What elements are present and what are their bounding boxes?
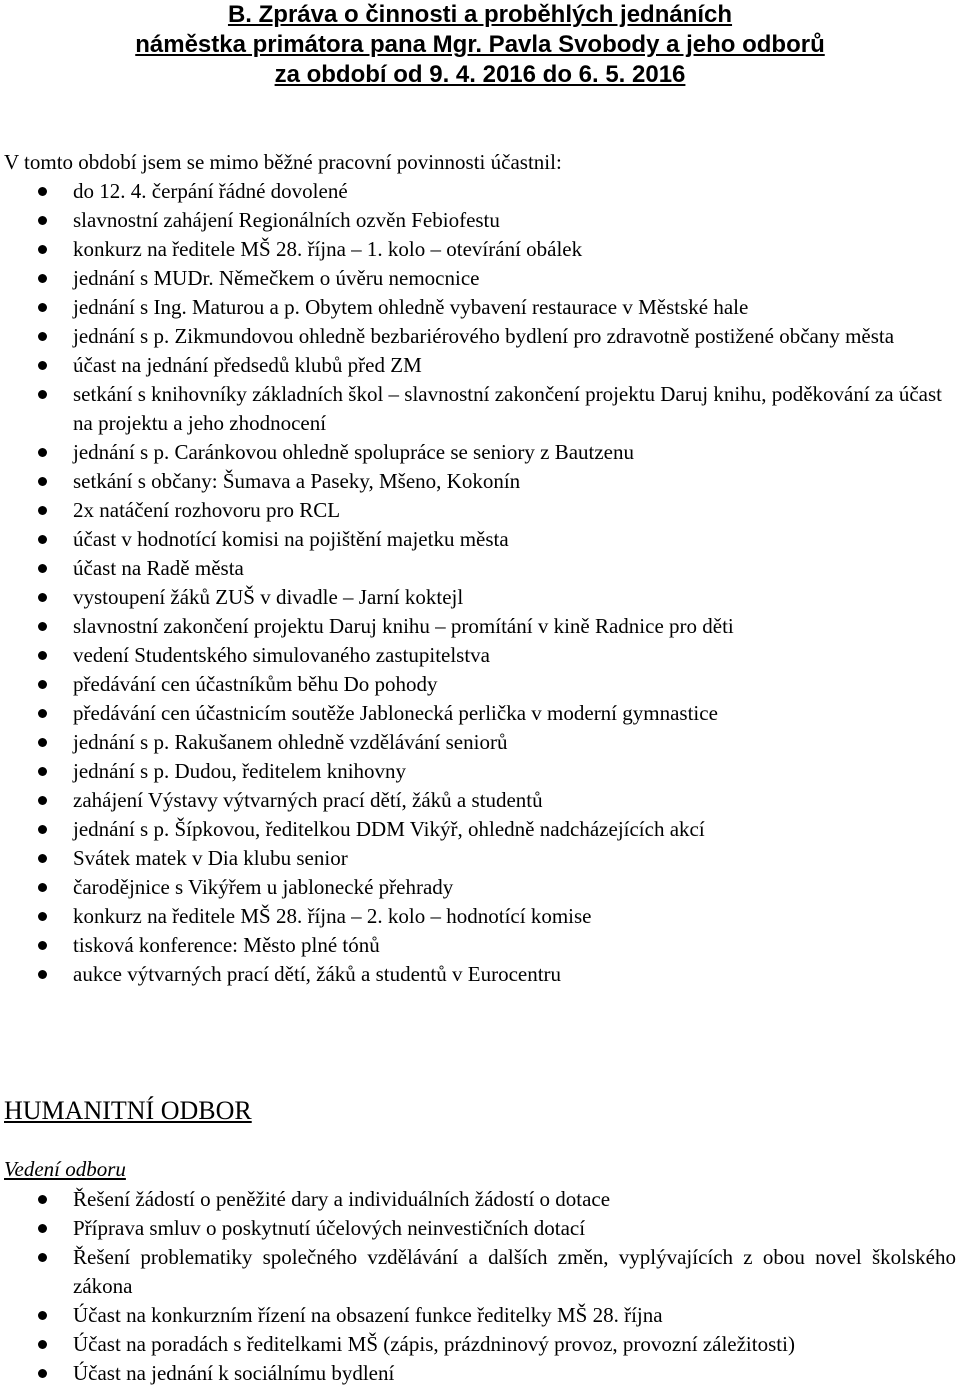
bullet-icon xyxy=(38,970,47,979)
title-line-2: náměstka primátora pana Mgr. Pavla Svobody a jeho odborů xyxy=(135,31,825,58)
list-item xyxy=(0,1330,960,1359)
bullet-icon xyxy=(38,941,47,950)
list-item-text: do 12. 4. čerpání řádné dovolené xyxy=(73,179,348,203)
list-item-text: setkání s knihovníky základních škol – slavnostní zakončení projektu Daruj knihu, poděkování za účast na projektu a jeho zhodnocení xyxy=(73,382,942,435)
list-item xyxy=(0,525,960,554)
bullet-icon xyxy=(38,593,47,602)
bullet-icon xyxy=(38,187,47,196)
section-subheading: Vedení odboru xyxy=(4,1157,126,1181)
bullet-icon xyxy=(38,216,47,225)
list-item-text: jednání s p. Rakušanem ohledně vzdělávání seniorů xyxy=(73,730,508,754)
bullet-icon xyxy=(38,1340,47,1349)
bullet-icon xyxy=(38,274,47,283)
list-item xyxy=(0,815,960,844)
list-item xyxy=(0,293,960,322)
list-item xyxy=(0,583,960,612)
bullet-icon xyxy=(38,535,47,544)
list-item-text: Řešení problematiky společného vzdělávání a dalších změn, vyplývajících z obou novel školského zákona xyxy=(73,1245,956,1298)
list-item xyxy=(0,1214,960,1243)
section-heading: HUMANITNÍ ODBOR xyxy=(4,1096,252,1125)
bullet-icon xyxy=(38,564,47,573)
list-item xyxy=(0,206,960,235)
list-item-text: slavnostní zahájení Regionálních ozvěn Febiofestu xyxy=(73,208,500,232)
list-item-text: jednání s MUDr. Němečkem o úvěru nemocnice xyxy=(73,266,480,290)
list-item-text: vedení Studentského simulovaného zastupitelstva xyxy=(73,643,491,667)
list-item xyxy=(0,641,960,670)
list-item-text: předávání cen účastnicím soutěže Jablonecká perlička v moderní gymnastice xyxy=(73,701,718,725)
list-item xyxy=(0,873,960,902)
bullet-icon xyxy=(38,1224,47,1233)
list-item xyxy=(0,351,960,380)
bullet-icon xyxy=(38,361,47,370)
list-item xyxy=(0,177,960,206)
bullet-icon xyxy=(38,825,47,834)
bullet-icon xyxy=(38,1311,47,1320)
list-item xyxy=(0,960,960,989)
bullet-icon xyxy=(38,854,47,863)
bullet-icon xyxy=(38,622,47,631)
document-title xyxy=(0,0,960,90)
list-item-text: účast na Radě města xyxy=(73,556,244,580)
list-item xyxy=(0,699,960,728)
list-item-text: konkurz na ředitele MŠ 28. října – 2. kolo – hodnotící komise xyxy=(73,904,592,928)
list-item xyxy=(0,1359,960,1388)
list-item xyxy=(0,1185,960,1214)
list-item xyxy=(0,496,960,525)
list-item xyxy=(0,554,960,583)
list-item-text: Příprava smluv o poskytnutí účelových neinvestičních dotací xyxy=(73,1216,586,1240)
list-item-text: Účast na poradách s ředitelkami MŠ (zápis, prázdninový provoz, provozní záležitosti) xyxy=(73,1332,795,1356)
list-item xyxy=(0,380,960,438)
list-item-text: Řešení žádostí o peněžité dary a individuálních žádostí o dotace xyxy=(73,1187,611,1211)
list-item xyxy=(0,322,960,351)
list-item-text: 2x natáčení rozhovoru pro RCL xyxy=(73,498,341,522)
list-item xyxy=(0,931,960,960)
intro-text: V tomto období jsem se mimo běžné pracovní povinnosti účastnil: xyxy=(4,150,562,174)
list-item xyxy=(0,757,960,786)
list-item-text: tisková konference: Město plné tónů xyxy=(73,933,380,957)
list-item xyxy=(0,1301,960,1330)
list-item xyxy=(0,264,960,293)
list-item xyxy=(0,844,960,873)
list-item xyxy=(0,902,960,931)
list-item-text: jednání s p. Zikmundovou ohledně bezbariérového bydlení pro zdravotně postižené občany města xyxy=(73,324,895,348)
bullet-icon xyxy=(38,796,47,805)
title-line-1: B. Zpráva o činnosti a proběhlých jednáních xyxy=(227,1,733,28)
list-item-text: vystoupení žáků ZUŠ v divadle – Jarní koktejl xyxy=(73,585,464,609)
bullet-icon xyxy=(38,332,47,341)
bullet-icon xyxy=(38,477,47,486)
list-item-text: účast v hodnotící komisi na pojištění majetku města xyxy=(73,527,509,551)
bullet-icon xyxy=(38,303,47,312)
list-item xyxy=(0,612,960,641)
list-item-text: Účast na konkurzním řízení na obsazení funkce ředitelky MŠ 28. října xyxy=(73,1303,663,1327)
list-item-text: setkání s občany: Šumava a Paseky, Mšeno, Kokonín xyxy=(73,469,521,493)
activities-list xyxy=(0,177,960,989)
bullet-icon xyxy=(38,709,47,718)
list-item-text: jednání s p. Dudou, ředitelem knihovny xyxy=(73,759,407,783)
bullet-icon xyxy=(38,1253,47,1262)
list-item xyxy=(0,438,960,467)
bullet-icon xyxy=(38,245,47,254)
bullet-icon xyxy=(38,912,47,921)
list-item xyxy=(0,728,960,757)
list-item-text: účast na jednání předsedů klubů před ZM xyxy=(73,353,422,377)
list-item xyxy=(0,467,960,496)
list-item-text: slavnostní zakončení projektu Daruj knihu – promítání v kině Radnice pro děti xyxy=(73,614,734,638)
title-line-3: za období od 9. 4. 2016 do 6. 5. 2016 xyxy=(274,61,686,88)
list-item-text: Svátek matek v Dia klubu senior xyxy=(73,846,348,870)
bullet-icon xyxy=(38,767,47,776)
list-item-text: Účast na jednání k sociálnímu bydlení xyxy=(73,1361,395,1385)
list-item xyxy=(0,670,960,699)
bullet-icon xyxy=(38,1195,47,1204)
bullet-icon xyxy=(38,1369,47,1378)
list-item xyxy=(0,786,960,815)
bullet-icon xyxy=(38,738,47,747)
bullet-icon xyxy=(38,680,47,689)
section-items-list xyxy=(0,1185,960,1388)
bullet-icon xyxy=(38,506,47,515)
list-item xyxy=(0,235,960,264)
list-item-text: zahájení Výstavy výtvarných prací dětí, žáků a studentů xyxy=(73,788,543,812)
bullet-icon xyxy=(38,883,47,892)
bullet-icon xyxy=(38,651,47,660)
bullet-icon xyxy=(38,390,47,399)
list-item-text: aukce výtvarných prací dětí, žáků a studentů v Eurocentru xyxy=(73,962,562,986)
list-item-text: čarodějnice s Vikýřem u jablonecké přehrady xyxy=(73,875,454,899)
list-item-text: jednání s Ing. Maturou a p. Obytem ohledně vybavení restaurace v Městské hale xyxy=(73,295,749,319)
list-item-text: jednání s p. Caránkovou ohledně spolupráce se seniory z Bautzenu xyxy=(73,440,635,464)
list-item-text: konkurz na ředitele MŠ 28. října – 1. kolo – otevírání obálek xyxy=(73,237,583,261)
list-item xyxy=(0,1243,960,1301)
list-item-text: předávání cen účastníkům běhu Do pohody xyxy=(73,672,438,696)
list-item-text: jednání s p. Šípkovou, ředitelkou DDM Vikýř, ohledně nadcházejících akcí xyxy=(73,817,705,841)
bullet-icon xyxy=(38,448,47,457)
